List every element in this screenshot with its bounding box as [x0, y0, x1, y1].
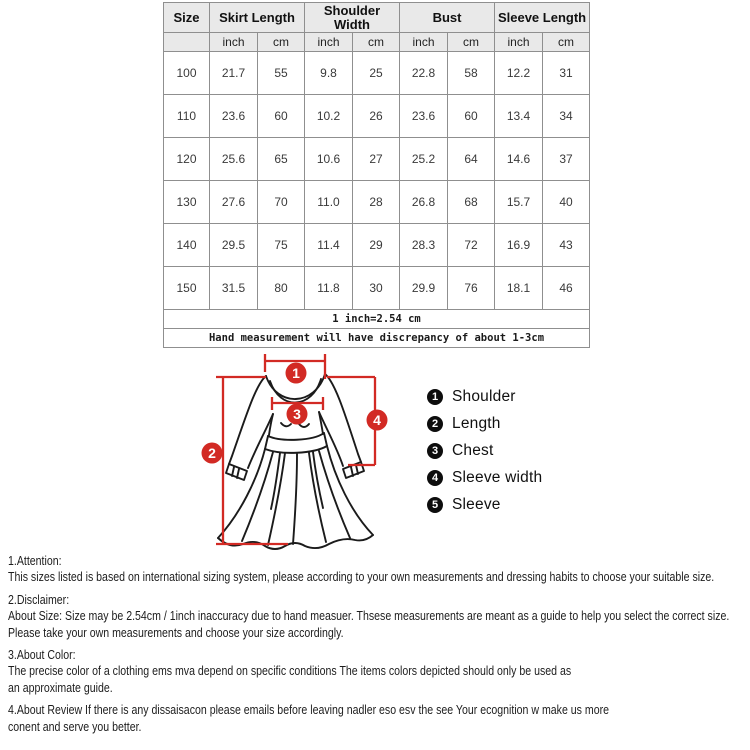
value-cell: 80 — [258, 267, 305, 310]
value-cell: 26.8 — [400, 181, 448, 224]
note-heading: 1.Attention: — [8, 554, 62, 568]
value-cell: 29.5 — [210, 224, 258, 267]
table-row — [164, 181, 590, 224]
size-cell: 130 — [164, 181, 210, 224]
measurement-note-row — [164, 329, 590, 348]
marker-number-2: 2 — [208, 445, 216, 461]
value-cell: 31.5 — [210, 267, 258, 310]
value-cell: 40 — [543, 181, 590, 224]
legend-label: Sleeve — [452, 495, 501, 513]
value-cell: 16.9 — [495, 224, 543, 267]
note-heading: 2.Disclaimer: — [8, 592, 70, 607]
note-heading: 3.About Color: — [8, 648, 76, 663]
value-cell: 10.6 — [305, 138, 353, 181]
legend-number-icon: 4 — [427, 470, 443, 486]
notes — [8, 553, 750, 741]
measurement-note: Hand measurement will have discrepancy of about 1-3cm — [164, 329, 590, 348]
legend-label: Sleeve width — [452, 468, 543, 486]
unit-cell: cm — [448, 33, 495, 52]
legend-item — [427, 469, 542, 486]
conversion-note-row — [164, 310, 590, 329]
legend-label: Length — [452, 414, 501, 432]
value-cell: 34 — [543, 95, 590, 138]
unit-cell: inch — [305, 33, 353, 52]
value-cell: 58 — [448, 52, 495, 95]
note-section — [8, 702, 750, 735]
legend-item — [427, 442, 542, 459]
table-row — [164, 138, 590, 181]
size-cell: 110 — [164, 95, 210, 138]
note-line: conent and serve you better. — [8, 719, 142, 734]
value-cell: 9.8 — [305, 52, 353, 95]
value-cell: 28.3 — [400, 224, 448, 267]
note-line: an approximate guide. — [8, 680, 113, 695]
dress-diagram — [185, 352, 415, 552]
dress-outline — [218, 374, 373, 549]
legend — [427, 388, 542, 523]
note-line: Please take your own measurements and choose your size accordingly. — [8, 625, 344, 640]
value-cell: 75 — [258, 224, 305, 267]
value-cell: 15.7 — [495, 181, 543, 224]
value-cell: 55 — [258, 52, 305, 95]
legend-number-icon: 1 — [427, 389, 443, 405]
note-line: This sizes listed is based on international sizing system, please according to your own measurements and dressing habits to choose your suitable size. — [8, 570, 715, 585]
unit-cell: inch — [400, 33, 448, 52]
value-cell: 60 — [258, 95, 305, 138]
value-cell: 23.6 — [400, 95, 448, 138]
marker-number-1: 1 — [292, 365, 300, 381]
legend-item — [427, 388, 542, 405]
value-cell: 22.8 — [400, 52, 448, 95]
table-header-cell: Size — [164, 3, 210, 33]
legend-item — [427, 496, 542, 513]
note-section — [8, 647, 750, 696]
value-cell: 11.4 — [305, 224, 353, 267]
value-cell: 46 — [543, 267, 590, 310]
size-cell: 100 — [164, 52, 210, 95]
table-row — [164, 52, 590, 95]
value-cell: 43 — [543, 224, 590, 267]
table-header-cell: Skirt Length — [210, 3, 305, 33]
value-cell: 11.0 — [305, 181, 353, 224]
value-cell: 30 — [353, 267, 400, 310]
size-cell: 120 — [164, 138, 210, 181]
note-section — [8, 553, 750, 586]
value-cell: 65 — [258, 138, 305, 181]
header-row — [164, 3, 590, 33]
legend-number-icon: 2 — [427, 416, 443, 432]
note-line: About Size: Size may be 2.54cm / 1inch inaccuracy due to hand measuer. Thsese measurements are meant as a guide to help you select the correct size. — [8, 609, 730, 624]
value-cell: 76 — [448, 267, 495, 310]
marker-number-3: 3 — [293, 406, 301, 422]
table-row — [164, 267, 590, 310]
chest-measure-line — [272, 397, 323, 425]
value-cell: 72 — [448, 224, 495, 267]
value-cell: 25.6 — [210, 138, 258, 181]
note-section — [8, 592, 750, 641]
value-cell: 68 — [448, 181, 495, 224]
value-cell: 21.7 — [210, 52, 258, 95]
unit-cell: cm — [258, 33, 305, 52]
value-cell: 28 — [353, 181, 400, 224]
unit-cell: cm — [543, 33, 590, 52]
size-cell: 140 — [164, 224, 210, 267]
marker-number-4: 4 — [373, 412, 381, 428]
value-cell: 14.6 — [495, 138, 543, 181]
table-row — [164, 224, 590, 267]
value-cell: 13.4 — [495, 95, 543, 138]
value-cell: 23.6 — [210, 95, 258, 138]
table-header-cell: Shoulder Width — [305, 3, 400, 33]
size-chart-table — [163, 2, 590, 348]
conversion-note: 1 inch=2.54 cm — [164, 310, 590, 329]
value-cell: 27.6 — [210, 181, 258, 224]
value-cell: 27 — [353, 138, 400, 181]
value-cell: 31 — [543, 52, 590, 95]
note-line: 4.About Review If there is any dissaisacon please emails before leaving nadler eso esv the see Your ecognition w make us more — [8, 703, 609, 718]
size-cell: 150 — [164, 267, 210, 310]
value-cell: 29.9 — [400, 267, 448, 310]
legend-label: Chest — [452, 441, 494, 459]
value-cell: 18.1 — [495, 267, 543, 310]
value-cell: 12.2 — [495, 52, 543, 95]
unit-cell: inch — [210, 33, 258, 52]
table-header-cell: Sleeve Length — [495, 3, 590, 33]
value-cell: 25.2 — [400, 138, 448, 181]
unit-cell — [164, 33, 210, 52]
unit-cell: inch — [495, 33, 543, 52]
unit-row — [164, 33, 590, 52]
value-cell: 64 — [448, 138, 495, 181]
table-row — [164, 95, 590, 138]
legend-item — [427, 415, 542, 432]
legend-number-icon: 3 — [427, 443, 443, 459]
value-cell: 25 — [353, 52, 400, 95]
table-header-cell: Bust — [400, 3, 495, 33]
value-cell: 10.2 — [305, 95, 353, 138]
value-cell: 11.8 — [305, 267, 353, 310]
value-cell: 70 — [258, 181, 305, 224]
value-cell: 37 — [543, 138, 590, 181]
unit-cell: cm — [353, 33, 400, 52]
legend-label: Shoulder — [452, 387, 516, 405]
value-cell: 29 — [353, 224, 400, 267]
size-chart-table-body — [164, 3, 590, 348]
dress-line-drawing — [185, 352, 415, 552]
note-line: The precise color of a clothing ems mva depend on specific conditions The items colors depicted should only be used as — [8, 664, 572, 679]
legend-number-icon: 5 — [427, 497, 443, 513]
shoulder-measure-line — [265, 354, 325, 384]
value-cell: 60 — [448, 95, 495, 138]
value-cell: 26 — [353, 95, 400, 138]
